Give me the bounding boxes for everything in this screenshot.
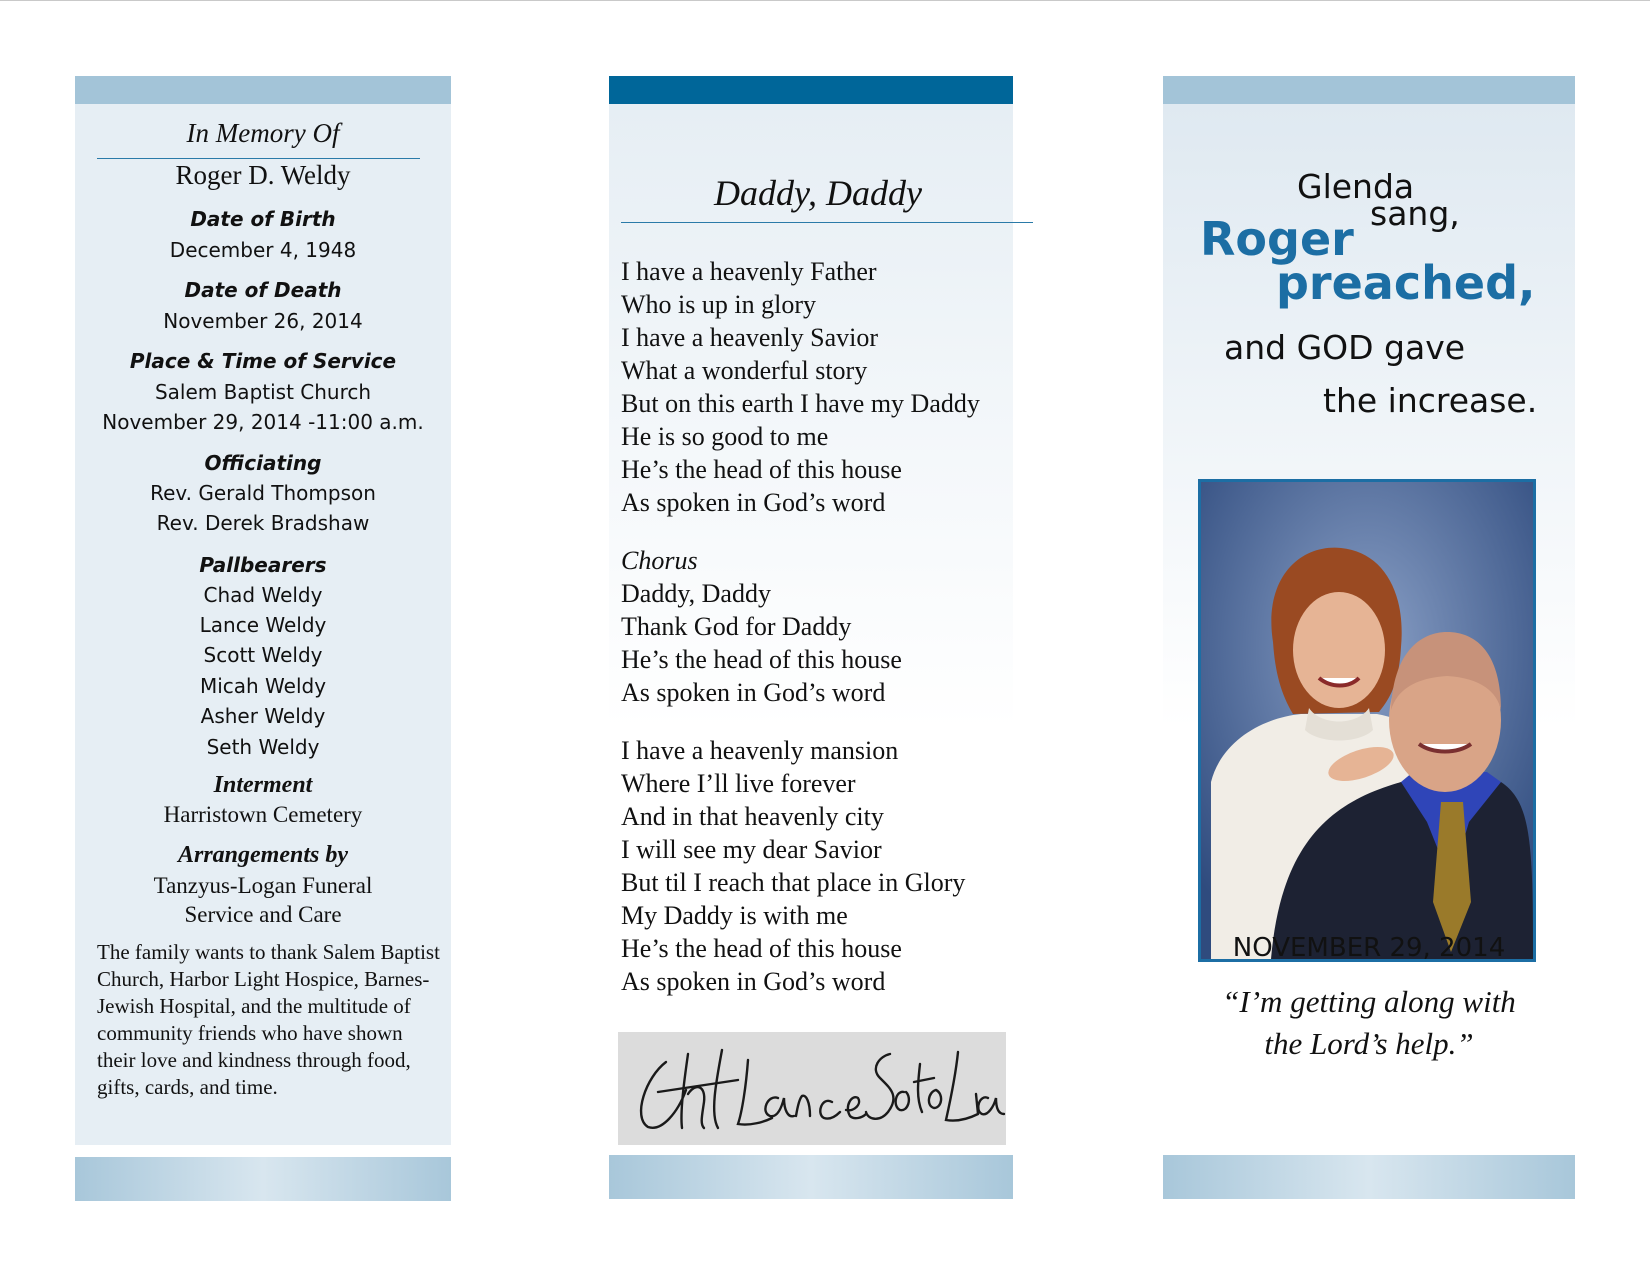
service-place: Salem Baptist Church: [154, 380, 372, 404]
in-memory-label: In Memory Of: [186, 118, 340, 148]
officiating-label: Officiating: [204, 451, 322, 475]
family-thanks-text: The family wants to thank Salem Baptist Church, Harbor Light Hospice, Barnes-Jewish Hospital, and the multitude of community friends who have shown their love and kindness through food, gifts, cards, and time.: [97, 940, 440, 1099]
pallbearer: Lance Weldy: [199, 613, 327, 637]
verse-line: But til I reach that place in Glory: [621, 868, 966, 897]
verse-line: He is so good to me: [621, 422, 829, 451]
verse-line: I have a heavenly Savior: [621, 323, 879, 352]
chorus-line: Daddy, Daddy: [621, 579, 771, 608]
chorus-line: As spoken in God’s word: [621, 678, 886, 707]
obituary-details-panel: [75, 104, 451, 1145]
verse-line: What a wonderful story: [621, 356, 868, 385]
verse-line: My Daddy is with me: [621, 901, 848, 930]
pallbearer: Scott Weldy: [203, 643, 323, 667]
verse-line: I have a heavenly mansion: [621, 736, 899, 765]
pallbearer: Asher Weldy: [200, 704, 326, 728]
birth-value: December 4, 1948: [169, 238, 357, 262]
death-value: November 26, 2014: [163, 309, 363, 333]
verse-line: And in that heavenly city: [621, 802, 884, 831]
cover-panel: [1163, 104, 1575, 1145]
cover-preached: preached,: [1276, 256, 1536, 310]
page-top-rule: [0, 0, 1650, 1]
deceased-name: Roger D. Weldy: [175, 160, 351, 190]
chorus-line: Thank God for Daddy: [621, 612, 852, 641]
poem-panel: [609, 104, 1013, 1145]
verse-line: As spoken in God’s word: [621, 488, 886, 517]
verse-line: I will see my dear Savior: [621, 835, 882, 864]
verse-line: Who is up in glory: [621, 290, 816, 319]
service-label: Place & Time of Service: [129, 349, 397, 373]
cover-roger: Roger: [1200, 212, 1354, 266]
verse-line: As spoken in God’s word: [621, 967, 886, 996]
right-top-bar: [1163, 76, 1575, 104]
verse-line: He’s the head of this house: [621, 934, 902, 963]
cover-glenda: Glenda: [1297, 167, 1415, 206]
poem-title: Daddy, Daddy: [714, 173, 922, 213]
interment-label: Interment: [213, 772, 313, 798]
couple-photo-illustration: [1201, 482, 1533, 959]
verse-line: Where I’ll live forever: [621, 769, 856, 798]
service-date: NOVEMBER 29, 2014: [1232, 933, 1506, 963]
pallbearer: Seth Weldy: [206, 735, 320, 759]
middle-top-bar: [609, 76, 1013, 104]
handwritten-signatures: [618, 1032, 1006, 1145]
pallbearer: Micah Weldy: [199, 674, 327, 698]
quote-line2: the Lord’s help.”: [1264, 1026, 1474, 1061]
death-label: Date of Death: [184, 278, 342, 302]
cover-sang: sang,: [1370, 194, 1460, 233]
arrangements-line1: Tanzyus-Logan Funeral: [153, 873, 373, 898]
verse-line: But on this earth I have my Daddy: [621, 389, 980, 418]
pallbearers-label: Pallbearers: [199, 553, 327, 577]
right-bottom-bar: [1163, 1155, 1575, 1199]
interment-value: Harristown Cemetery: [163, 802, 363, 827]
pallbearer: Chad Weldy: [203, 583, 323, 607]
left-top-bar: [75, 76, 451, 104]
cover-god-gave: and GOD gave: [1224, 328, 1466, 367]
middle-bottom-bar: [609, 1155, 1013, 1199]
chorus-label: Chorus: [621, 546, 698, 575]
signature-image: [618, 1032, 1006, 1145]
left-bottom-bar: [75, 1157, 451, 1201]
couple-photo: [1198, 479, 1536, 962]
verse-line: He’s the head of this house: [621, 455, 902, 484]
officiant: Rev. Derek Bradshaw: [156, 511, 370, 535]
service-time: November 29, 2014 -11:00 a.m.: [102, 410, 424, 434]
title-rule: [621, 222, 1033, 223]
verse-line: I have a heavenly Father: [621, 257, 877, 286]
quote-line1: “I’m getting along with: [1222, 984, 1516, 1019]
officiant: Rev. Gerald Thompson: [150, 481, 376, 505]
birth-label: Date of Birth: [190, 207, 336, 231]
name-rule: [97, 158, 420, 159]
arrangements-line2: Service and Care: [184, 902, 342, 927]
chorus-line: He’s the head of this house: [621, 645, 902, 674]
cover-increase: the increase.: [1323, 381, 1538, 420]
arrangements-label: Arrangements by: [177, 842, 348, 868]
